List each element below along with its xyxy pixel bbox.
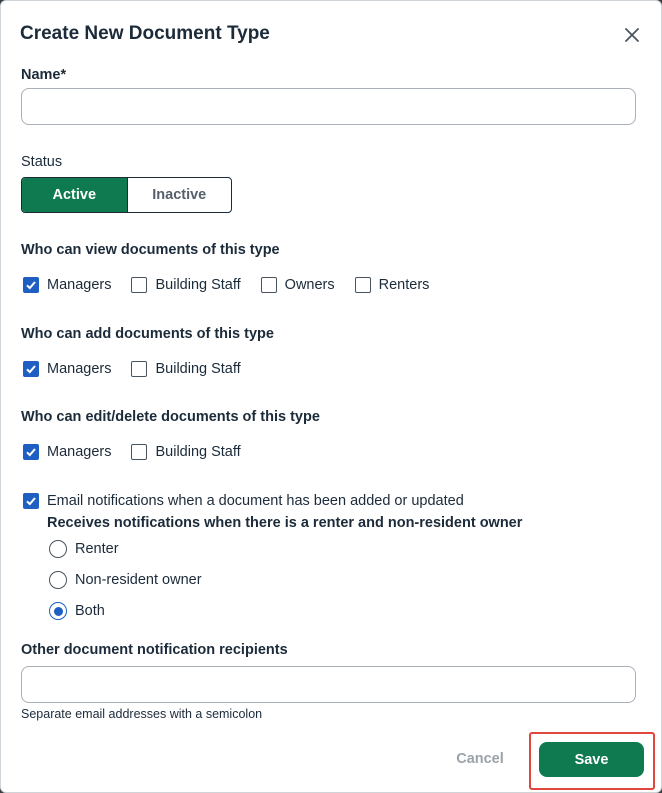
view-permissions-label: Who can view documents of this type bbox=[21, 242, 280, 258]
status-label: Status bbox=[21, 154, 63, 170]
edit-permissions-group bbox=[23, 444, 261, 460]
radio-both[interactable] bbox=[49, 602, 105, 620]
dialog-title: Create New Document Type bbox=[20, 23, 270, 44]
view-renters-checkbox[interactable] bbox=[355, 277, 430, 293]
edit-building-staff-checkbox[interactable] bbox=[131, 444, 240, 460]
add-permissions-group bbox=[23, 361, 261, 377]
add-managers-checkbox[interactable] bbox=[23, 361, 111, 377]
view-owners-checkbox[interactable] bbox=[261, 277, 335, 293]
recipients-label: Other document notification recipients bbox=[21, 642, 288, 658]
cancel-button[interactable]: Cancel bbox=[456, 751, 504, 767]
edit-permissions-label: Who can edit/delete documents of this type bbox=[21, 409, 320, 425]
add-permissions-label: Who can add documents of this type bbox=[21, 326, 274, 342]
checkbox-label: Email notifications when a document has been added or updated bbox=[47, 493, 464, 509]
checkbox-box bbox=[131, 277, 147, 293]
checkmark-icon bbox=[23, 444, 39, 460]
recipients-help-text: Separate email addresses with a semicolon bbox=[21, 707, 263, 721]
checkbox-label: Building Staff bbox=[155, 277, 241, 293]
checkbox-box bbox=[355, 277, 371, 293]
close-icon[interactable] bbox=[621, 24, 643, 46]
status-inactive-option[interactable]: Inactive bbox=[127, 178, 232, 212]
add-building-staff-checkbox[interactable] bbox=[131, 361, 240, 377]
view-building-staff-checkbox[interactable] bbox=[131, 277, 240, 293]
view-managers-checkbox[interactable] bbox=[23, 277, 111, 293]
recipients-input[interactable] bbox=[21, 666, 636, 703]
checkbox-label: Managers bbox=[47, 361, 112, 377]
view-permissions-group bbox=[23, 277, 449, 293]
name-label: Name* bbox=[21, 67, 67, 83]
radio-renter[interactable] bbox=[49, 540, 119, 558]
checkbox-label: Managers bbox=[47, 444, 112, 460]
checkbox-label: Renters bbox=[378, 277, 430, 293]
radio-button bbox=[49, 571, 67, 589]
checkbox-label: Owners bbox=[284, 277, 335, 293]
edit-managers-checkbox[interactable] bbox=[23, 444, 111, 460]
status-toggle bbox=[21, 177, 232, 213]
checkbox-box bbox=[131, 444, 147, 460]
checkmark-icon bbox=[23, 361, 39, 377]
save-button[interactable]: Save bbox=[539, 742, 644, 777]
status-active-option[interactable]: Active bbox=[22, 178, 127, 212]
email-notifications-row bbox=[23, 493, 484, 509]
radio-button-selected bbox=[49, 602, 67, 620]
radio-label: Renter bbox=[75, 541, 119, 557]
radio-button bbox=[49, 540, 67, 558]
checkbox-label: Building Staff bbox=[155, 444, 241, 460]
receives-notifications-label: Receives notifications when there is a renter and non-resident owner bbox=[47, 515, 523, 531]
name-input[interactable] bbox=[21, 88, 636, 125]
checkbox-box bbox=[261, 277, 277, 293]
email-notifications-checkbox[interactable] bbox=[23, 493, 464, 509]
checkbox-box bbox=[131, 361, 147, 377]
radio-label: Both bbox=[75, 603, 105, 619]
checkmark-icon bbox=[23, 493, 39, 509]
radio-label: Non-resident owner bbox=[75, 572, 202, 588]
checkbox-label: Managers bbox=[47, 277, 112, 293]
checkmark-icon bbox=[23, 277, 39, 293]
checkbox-label: Building Staff bbox=[155, 361, 241, 377]
radio-non-resident-owner[interactable] bbox=[49, 571, 202, 589]
